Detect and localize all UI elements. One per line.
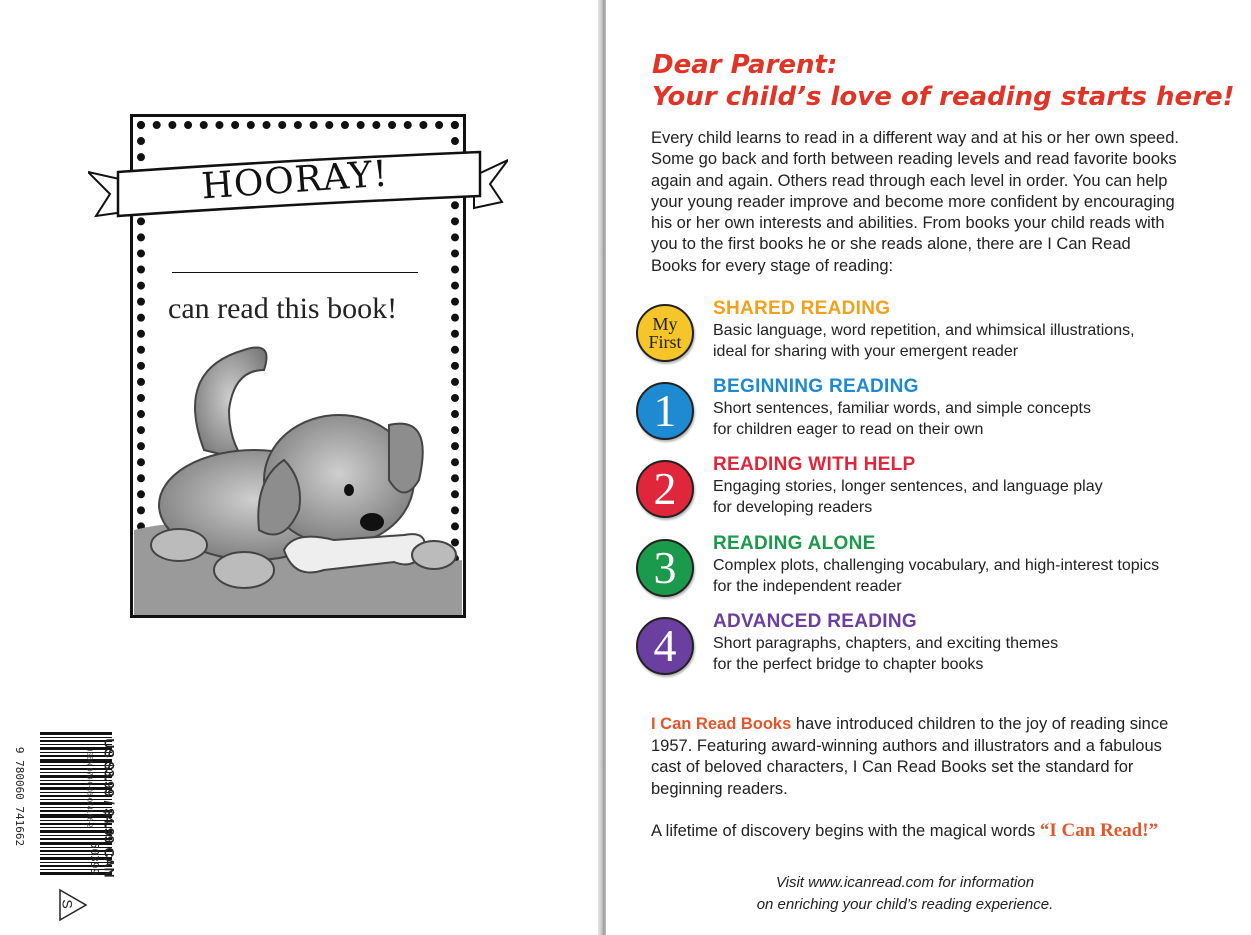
brand-name: I Can Read Books xyxy=(651,715,792,733)
level-shared-reading xyxy=(636,298,1196,372)
level-title: SHARED READING xyxy=(713,298,891,319)
isbn-label: ISBN 978-0-06-074166-2 xyxy=(85,749,93,828)
level-reading-alone xyxy=(636,533,1196,607)
my-first-badge: My First xyxy=(636,304,694,362)
intro-paragraph: Every child learns to read in a different way and at his or her own speed. Some go back and forth between reading levels and read favorite books again and again. Others read through each level in order. You can help your young reader improve and become more confident by encouraging his or her own interests and abilities. From books your child reads with you to the first books he or she reads alone, there are I Can Read Books for every stage of reading: xyxy=(651,129,1179,275)
level-title: READING ALONE xyxy=(713,533,876,554)
puppy-illustration xyxy=(134,330,462,615)
level-description: Engaging stories, longer sentences, and language play for developing readers xyxy=(713,478,1103,516)
level-description: Basic language, word repetition, and whimsical illustrations, ideal for sharing with your emergent reader xyxy=(713,322,1135,360)
price-label: US $3.99 / $4.99 CAN xyxy=(101,738,118,878)
lifetime-line: A lifetime of discovery begins with the magical words “I Can Read!” xyxy=(651,820,1159,841)
can-read-caption: can read this book! xyxy=(168,292,398,325)
level-title: BEGINNING READING xyxy=(713,376,919,397)
about-paragraph xyxy=(651,714,1171,800)
level-3-badge: 3 xyxy=(636,539,694,597)
level-description: Short sentences, familiar words, and simple concepts for children eager to read on their own xyxy=(713,400,1091,438)
publisher-mark: S xyxy=(59,899,76,909)
barcode-digits: 9 780060 741662 xyxy=(13,746,27,847)
name-line xyxy=(172,272,418,273)
level-reading-with-help xyxy=(636,454,1196,528)
visit-website-note: Visit www.icanread.com for information on enriching your child’s reading experience. xyxy=(756,874,1054,913)
level-title: ADVANCED READING xyxy=(713,611,917,632)
barcode-addon-digits: 50399 xyxy=(88,841,102,876)
heading-love-of-reading: Your child’s love of reading starts here! xyxy=(652,82,1235,112)
level-description: Complex plots, challenging vocabulary, and high-interest topics for the independent reader xyxy=(713,557,1160,595)
level-description: Short paragraphs, chapters, and exciting themes for the perfect bridge to chapter books xyxy=(713,635,1059,673)
level-advanced-reading xyxy=(636,611,1196,685)
about-text: have introduced children to the joy of reading since 1957. Featuring award-winning authors and illustrators and a fabulous cast of beloved characters, I Can Read Books set the standard for beginning readers. xyxy=(651,715,1169,798)
magic-words: “I Can Read!” xyxy=(1039,820,1159,841)
level-2-badge: 2 xyxy=(636,460,694,518)
level-1-badge: 1 xyxy=(636,382,694,440)
hooray-banner-text: HOORAY! xyxy=(200,153,390,208)
level-beginning-reading xyxy=(636,376,1196,450)
level-title: READING WITH HELP xyxy=(713,454,916,475)
level-4-badge: 4 xyxy=(636,617,694,675)
heading-dear-parent: Dear Parent: xyxy=(652,50,838,80)
